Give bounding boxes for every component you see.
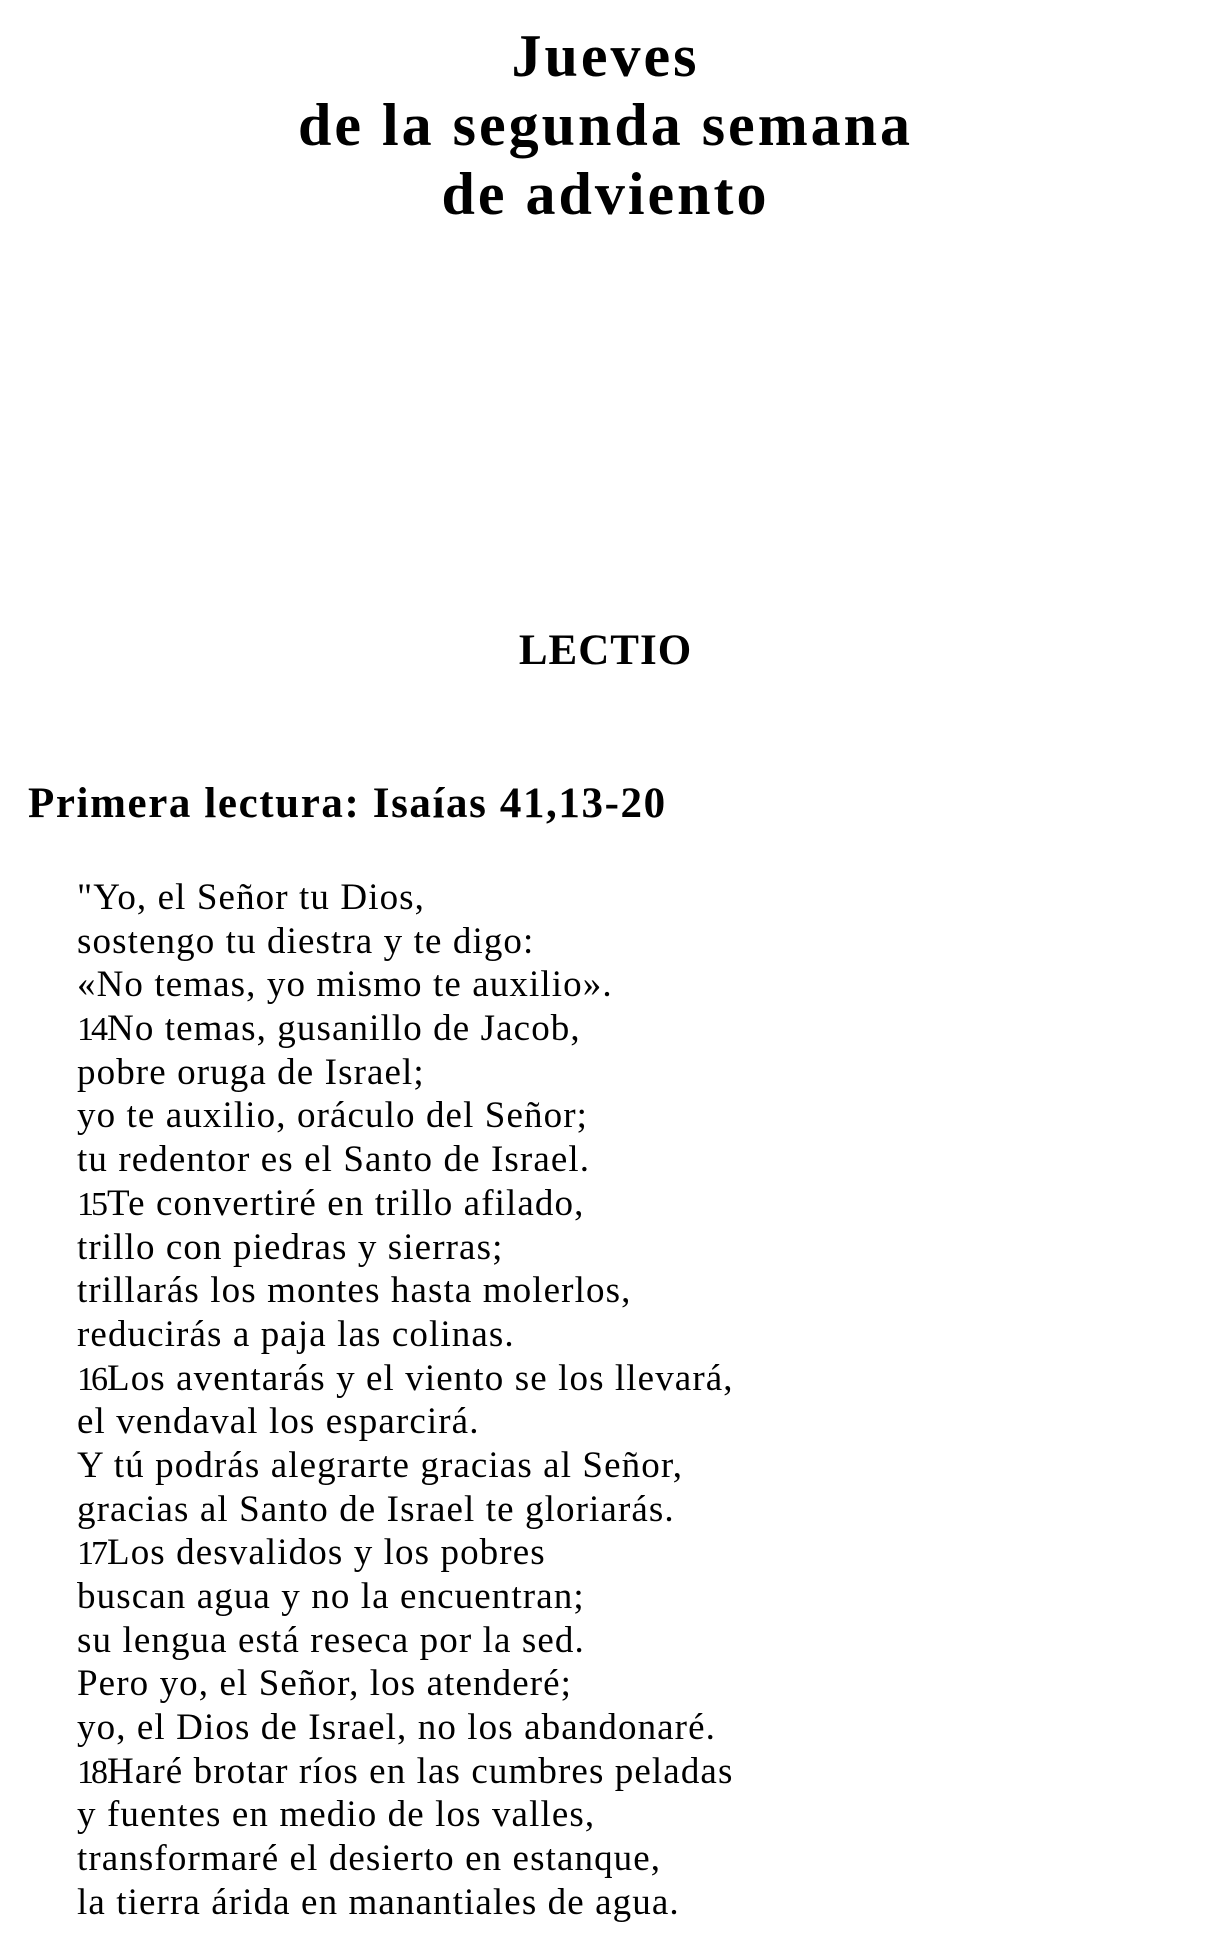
verse-line	[77, 1488, 734, 1532]
verse-text: trillo con piedras y sierras;	[77, 1226, 504, 1268]
verse-line	[77, 1182, 734, 1226]
verse-line	[77, 1619, 734, 1663]
verse-text: Los aventarás y el viento se los llevará,	[107, 1357, 734, 1399]
verse-line	[77, 1094, 734, 1138]
section-title: LECTIO	[518, 627, 693, 674]
verse-text: «No temas, yo mismo te auxilio».	[77, 964, 613, 1006]
verse-text: Los desvalidos y los pobres	[107, 1532, 546, 1574]
verse-line	[77, 1357, 734, 1401]
verse-text: Pero yo, el Señor, los atenderé;	[77, 1663, 573, 1705]
verse-line	[77, 1007, 734, 1051]
verse-number: 17	[77, 1535, 105, 1573]
verse-text: reducirás a paja las colinas.	[77, 1313, 515, 1355]
verse-number: 16	[77, 1360, 105, 1398]
verse-text: transformaré el desierto en estanque,	[77, 1838, 662, 1880]
verse-text: Te convertiré en trillo afilado,	[107, 1182, 585, 1224]
verse-text: y fuentes en medio de los valles,	[77, 1794, 596, 1836]
verse-text: Haré brotar ríos en las cumbres peladas	[107, 1750, 734, 1792]
verse-line	[77, 1793, 734, 1837]
verse-line	[77, 1662, 734, 1706]
verse-line	[77, 1400, 734, 1444]
verse-line	[77, 1444, 734, 1488]
verse-line	[77, 1575, 734, 1619]
verse-line	[77, 1051, 734, 1095]
verse-text: "Yo, el Señor tu Dios,	[77, 877, 426, 918]
verse-number: 15	[77, 1185, 105, 1223]
verse-line	[77, 1881, 734, 1925]
verse-text: la tierra árida en manantiales de agua.	[77, 1881, 680, 1923]
verse-text: el vendaval los esparcirá.	[77, 1401, 480, 1443]
verse-text: yo, el Dios de Israel, no los abandonaré.	[77, 1707, 716, 1749]
verse-text: Y tú podrás alegrarte gracias al Señor,	[77, 1444, 684, 1486]
page-title	[0, 22, 1211, 229]
verse-text: buscan agua y no la encuentran;	[77, 1576, 585, 1617]
verse-text: tu redentor es el Santo de Israel.	[77, 1139, 591, 1181]
verse-line	[77, 1531, 734, 1575]
verse-number: 14	[77, 1011, 105, 1049]
verse-text: su lengua está reseca por la sed.	[77, 1619, 585, 1661]
verse-line	[77, 963, 734, 1007]
verse-text: trillarás los montes hasta molerlos,	[77, 1270, 632, 1312]
title-line-1: Jueves	[511, 23, 700, 89]
verse-text: sostengo tu diestra y te digo:	[77, 920, 535, 962]
verse-line	[77, 1269, 734, 1313]
verse-line	[77, 1313, 734, 1357]
reading-heading: Primera lectura: Isaías 41,13-20	[28, 780, 667, 827]
verse-line	[77, 1750, 734, 1794]
verse-text: No temas, gusanillo de Jacob,	[107, 1008, 581, 1050]
title-line-3: de adviento	[441, 161, 770, 227]
verse-line	[77, 1706, 734, 1750]
verse-line	[77, 1837, 734, 1881]
verse-text: yo te auxilio, oráculo del Señor;	[77, 1095, 589, 1137]
verse-line	[77, 1138, 734, 1182]
verse-line	[77, 920, 734, 964]
verse-number: 18	[77, 1753, 105, 1791]
verse-line	[77, 1226, 734, 1270]
verse-text: pobre oruga de Israel;	[77, 1051, 425, 1093]
title-line-2: de la segunda semana	[297, 92, 914, 158]
verse-line	[77, 876, 734, 920]
reading-text	[77, 876, 734, 1925]
verse-text: gracias al Santo de Israel te gloriarás.	[77, 1488, 675, 1530]
